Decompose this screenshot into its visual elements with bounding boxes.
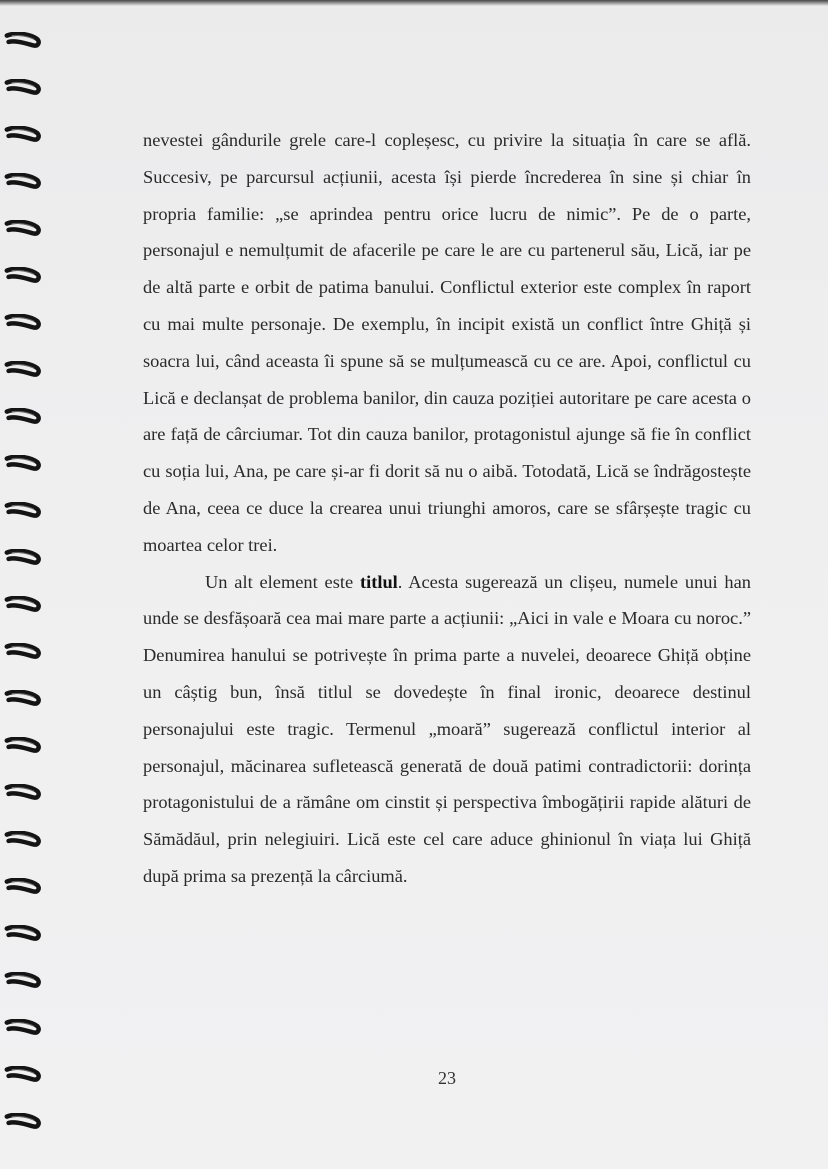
binding-coil (4, 972, 42, 990)
binding-coil (4, 596, 42, 614)
binding-coil (4, 173, 42, 191)
paragraph-2-rest: . Acesta sugerează un clișeu, numele unui han unde se desfășoară cea mai mare parte a acțiunii: „Aici in vale e Moara cu noroc.” Denumirea hanului se potrivește în prima parte a nuvelei, deoarece Ghiță obține un câștig bun, însă titlul se dovedește în final ironic, deoarece destinul personajului este tragic. Termenul „moară” sugerează conflictul interior al personajul, măcinarea sufletească generată de două patimi contradictorii: dorința protagonistului de a rămâne om cinstit și perspectiva îmbogățirii rapide alături de Sămădăul, prin nelegiuiri. Lică este cel care aduce ghinionul în viața lui Ghiță după prima sa prezență la cârciumă. (143, 571, 751, 886)
paragraph-2-keyword: titlul (359, 571, 398, 592)
paragraph-2-intro: Un alt element este (205, 571, 360, 592)
binding-coil (4, 925, 42, 943)
page-number: 23 (438, 1068, 456, 1088)
binding-coil (4, 79, 42, 97)
binding-coil (4, 314, 42, 332)
binding-coil (4, 643, 42, 661)
binding-coil (4, 1113, 42, 1131)
binding-coil (4, 220, 42, 238)
binding-coil (4, 455, 42, 473)
top-edge-shadow (0, 0, 828, 6)
binding-coil (4, 690, 42, 708)
binding-coil (4, 361, 42, 379)
body-text (143, 122, 751, 895)
binding-coil (4, 267, 42, 285)
binding-coil (4, 126, 42, 144)
binding-coil (4, 408, 42, 426)
binding-coil (4, 878, 42, 896)
binding-coil (4, 784, 42, 802)
binding-coil (4, 549, 42, 567)
binding-coil (4, 502, 42, 520)
binding-coil (4, 737, 42, 755)
paragraph-2 (143, 564, 751, 895)
binding-coil (4, 831, 42, 849)
spiral-binding-icon (0, 20, 60, 1160)
binding-coil (4, 1019, 42, 1037)
paragraph-1: nevestei gândurile grele care-l copleșesc, cu privire la situația în care se află. Succesiv, pe parcursul acțiunii, acesta își pierde încrederea în sine și chiar în propria familie: „se aprindea pentru orice lucru de nimic”. Pe de o parte, personajul e nemulțumit de afacerile pe care le are cu partenerul său, Lică, iar pe de altă parte e orbit de patima banului. Conflictul exterior este complex în raport cu mai multe personaje. De exemplu, în incipit există un conflict între Ghiță și soacra lui, când aceasta îi spune să se mulțumească cu ce are. Apoi, conflictul cu Lică e declanșat de problema banilor, din cauza poziției autoritare pe care acesta o are față de cârciumar. Tot din cauza banilor, protagonistul ajunge să fie în conflict cu soția lui, Ana, pe care și-ar fi dorit să nu o aibă. Totodată, Lică se îndrăgostește de Ana, ceea ce duce la crearea unui triunghi amoros, care se sfârșește tragic cu moartea celor trei. (143, 130, 751, 555)
binding-coil (4, 32, 42, 50)
